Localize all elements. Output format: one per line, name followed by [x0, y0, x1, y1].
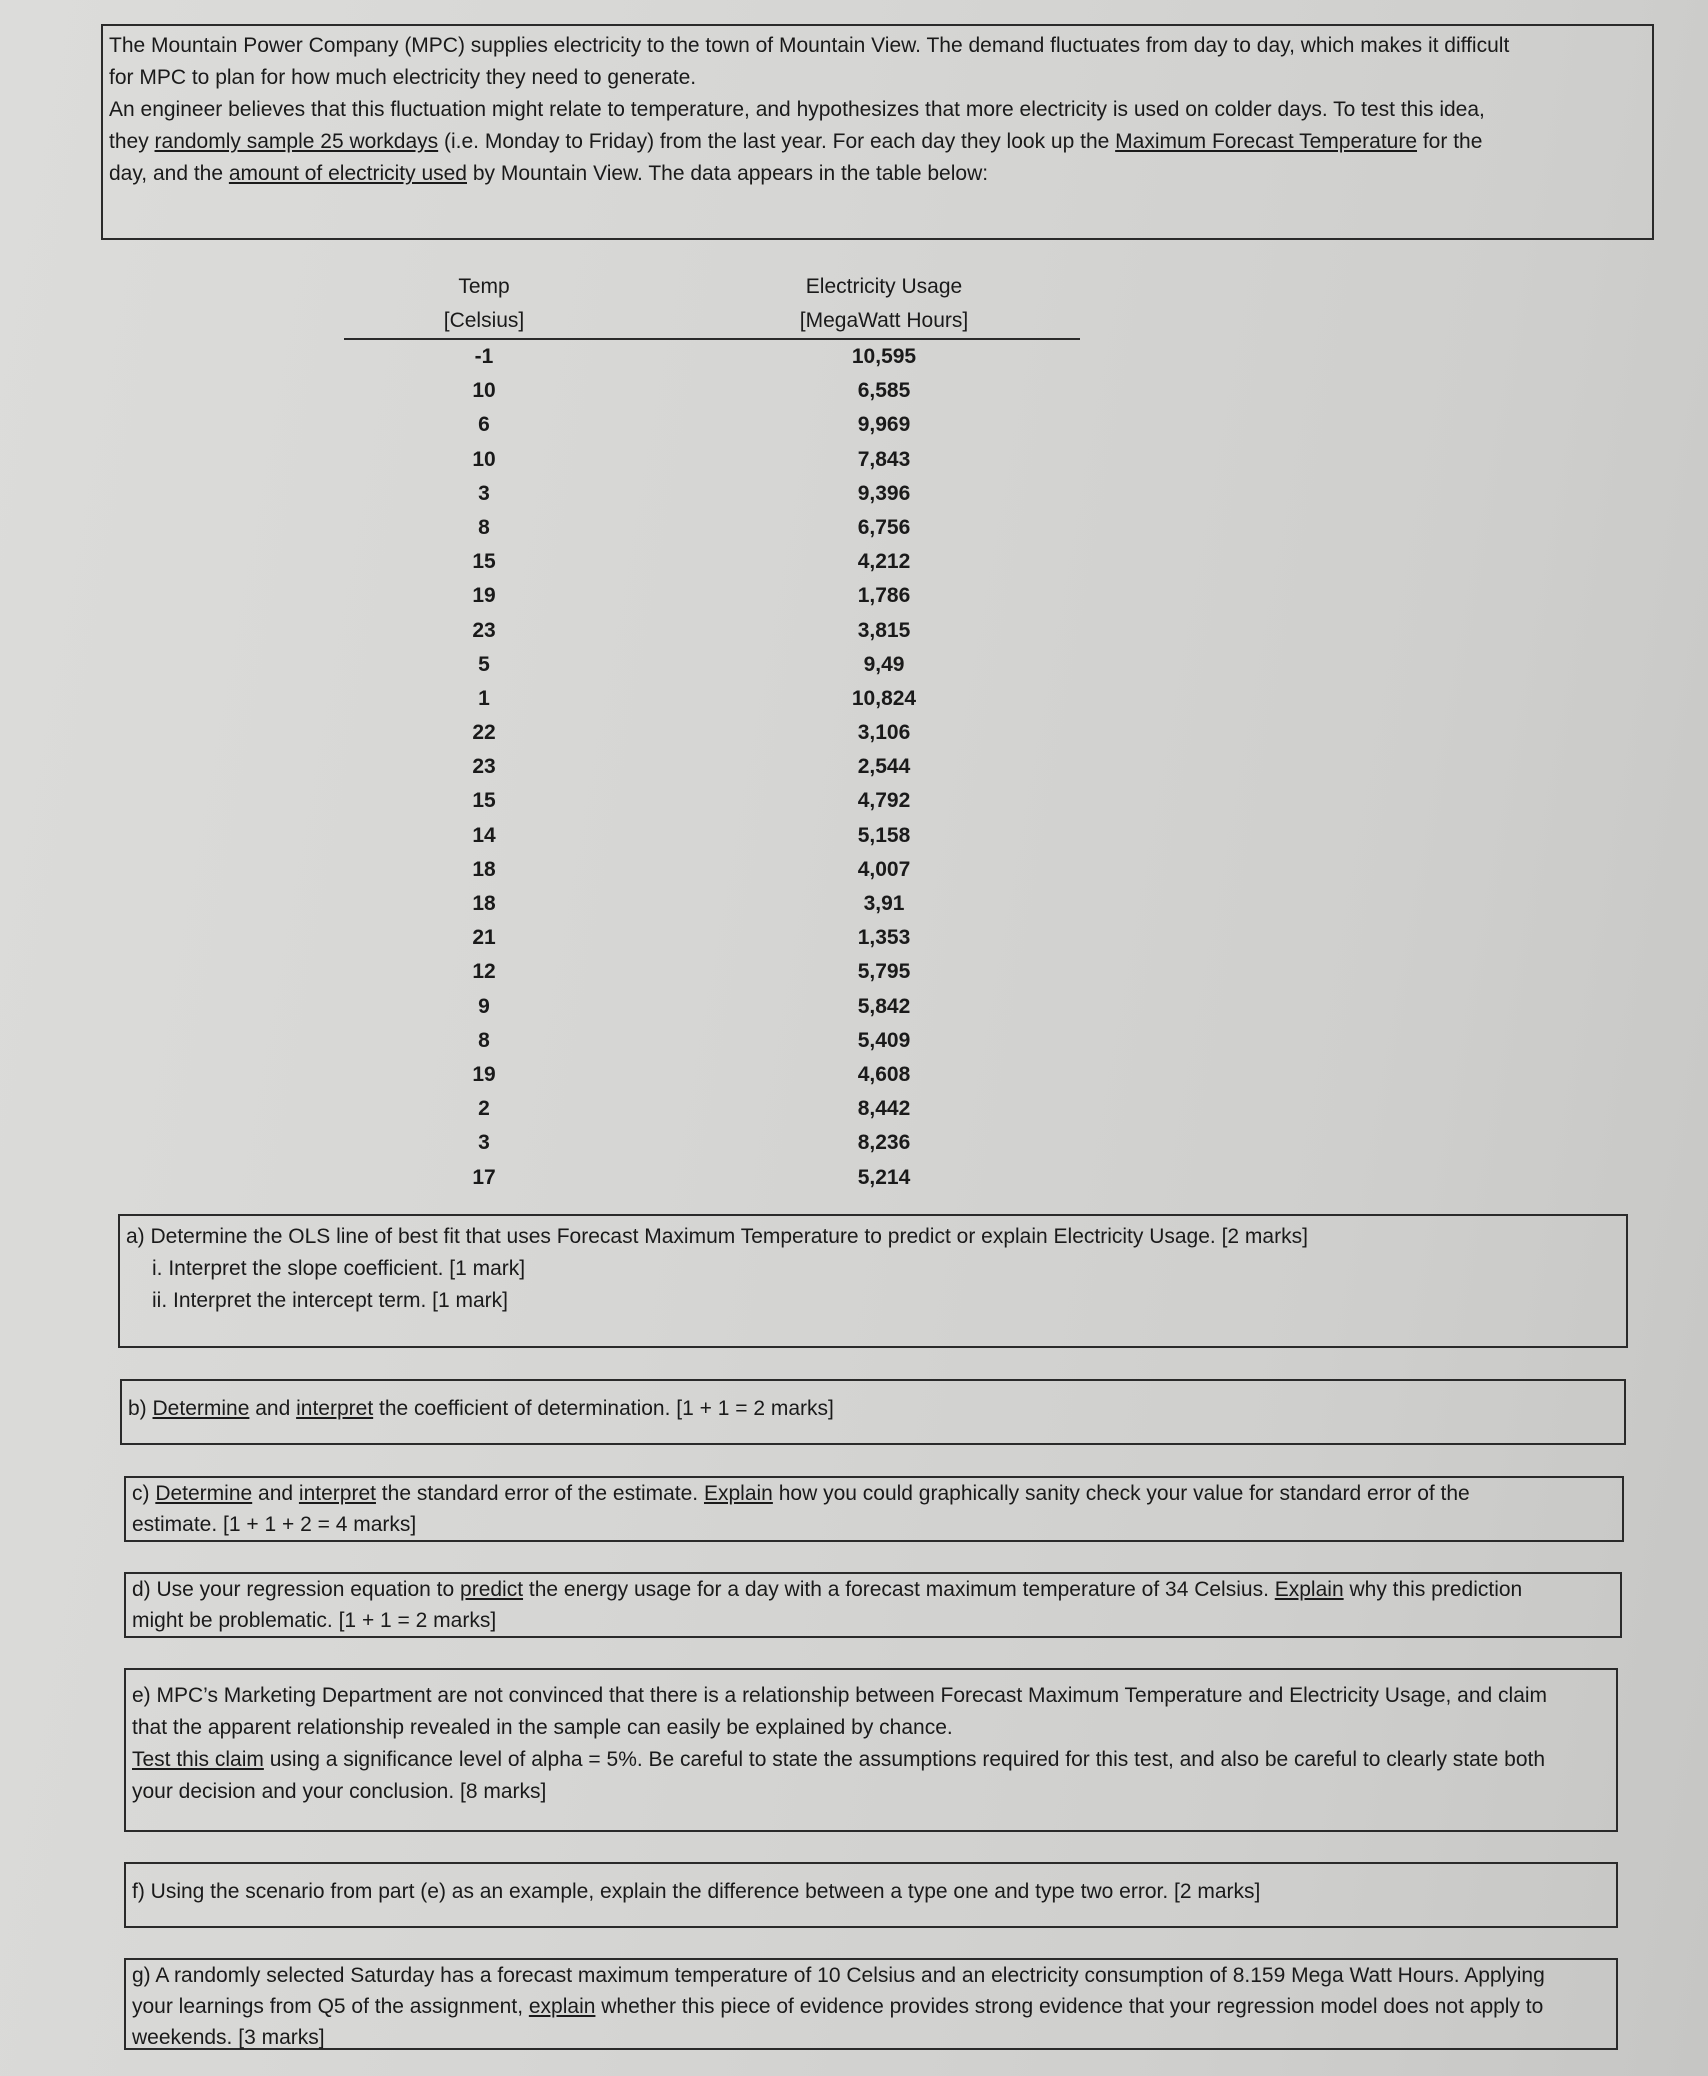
underlined-text: Explain	[1274, 1578, 1344, 1601]
text: b)	[128, 1397, 153, 1420]
electricity-cell: 5,842	[857, 994, 911, 1018]
intro-line: The Mountain Power Company (MPC) supplies electricity to the town of Mountain View. The demand fluctuates from day to day, which makes it difficult	[109, 34, 1510, 57]
temp-column-header	[404, 270, 564, 338]
electricity-cell: 5,214	[857, 1165, 911, 1189]
question-text: your decision and your conclusion. [8 marks]	[132, 1780, 547, 1803]
temp-cell: 8	[478, 1028, 490, 1052]
electricity-cell: 9,969	[857, 413, 911, 437]
temp-cell: 3	[478, 481, 490, 505]
temp-cell: 19	[472, 1062, 496, 1086]
table-row	[344, 955, 1080, 989]
electricity-cell: 5,409	[857, 1028, 911, 1052]
table-row	[344, 853, 1080, 887]
question-text	[128, 1393, 1618, 1425]
temp-cell: 18	[472, 892, 496, 915]
temp-cell: 2	[478, 1097, 490, 1121]
question-text	[132, 1478, 1616, 1509]
text: d) Use your regression equation to	[132, 1578, 461, 1601]
underlined-text: Determine	[152, 1397, 250, 1420]
table-row	[344, 887, 1080, 921]
electricity-cell: 4,792	[857, 789, 911, 813]
underlined-text: explain	[528, 1995, 596, 2018]
underlined-text: interpret	[298, 1482, 376, 1505]
text: using a significance level of alpha = 5%. Be careful to state the assumptions required for this test, and also be careful to clearly state both	[263, 1748, 1546, 1771]
question-text: might be problematic. [1 + 1 = 2 marks]	[132, 1609, 497, 1632]
question-f-box	[124, 1862, 1618, 1928]
header-text: Electricity Usage	[805, 275, 963, 298]
text: whether this piece of evidence provides strong evidence that your regression model does not apply to	[595, 1995, 1544, 2018]
intro-text: day, and the	[109, 162, 229, 185]
table-row	[344, 477, 1080, 511]
intro-text: (i.e. Monday to Friday) from the last year. For each day they look up the	[438, 130, 1116, 153]
electricity-cell: 3,106	[857, 721, 911, 745]
intro-line	[109, 94, 1646, 126]
table-row	[344, 614, 1080, 648]
text: the energy usage for a day with a forecast maximum temperature of 34 Celsius.	[523, 1578, 1275, 1601]
temp-cell: 10	[472, 447, 496, 471]
question-text	[132, 1744, 1610, 1776]
underlined-text: Determine	[155, 1482, 253, 1505]
question-g-box	[124, 1958, 1618, 2050]
electricity-cell: 8,236	[857, 1131, 911, 1155]
temp-cell: 10	[472, 379, 496, 403]
table-row	[344, 819, 1080, 853]
temp-cell: 19	[472, 584, 496, 608]
temp-cell: 8	[478, 515, 490, 539]
table-row	[344, 408, 1080, 442]
electricity-cell: 10,595	[851, 345, 917, 368]
intro-text: they	[109, 130, 155, 153]
intro-line	[109, 126, 1646, 158]
table-row	[344, 374, 1080, 408]
table-row	[344, 1126, 1080, 1160]
table-row	[344, 921, 1080, 955]
electricity-cell: 1,353	[857, 926, 911, 950]
text: and	[249, 1397, 297, 1420]
temp-cell: 23	[472, 618, 496, 642]
electricity-cell: 3,91	[863, 892, 905, 915]
text: your learnings from Q5 of the assignment,	[132, 1995, 529, 2018]
question-d-box	[124, 1572, 1622, 1638]
question-text: that the apparent relationship revealed in the sample can easily be explained by chance.	[132, 1716, 953, 1739]
table-row	[344, 1024, 1080, 1058]
text: c)	[132, 1482, 156, 1505]
temp-cell: 15	[472, 550, 496, 574]
question-text: weekends. [3 marks]	[132, 2026, 325, 2049]
table-row	[344, 545, 1080, 579]
intro-text: for the	[1417, 130, 1483, 153]
table-row	[344, 648, 1080, 682]
temp-cell: 14	[472, 823, 496, 847]
intro-box	[101, 24, 1654, 240]
temp-cell: 5	[478, 652, 490, 676]
underlined-text: interpret	[296, 1397, 374, 1420]
question-text: ii. Interpret the intercept term. [1 mark]	[152, 1289, 508, 1312]
question-text: e) MPC’s Marketing Department are not convinced that there is a relationship between Forecast Maximum Temperature and Electricity Usage, and claim	[132, 1684, 1548, 1707]
question-e-box	[124, 1668, 1618, 1832]
temp-cell: 15	[472, 789, 496, 813]
table-row	[344, 443, 1080, 477]
temp-cell: 9	[478, 994, 490, 1018]
question-text: estimate. [1 + 1 + 2 = 4 marks]	[132, 1513, 417, 1536]
electricity-cell: 6,585	[857, 379, 911, 403]
question-text: f) Using the scenario from part (e) as an example, explain the difference between a type one and type two error. [2 marks]	[132, 1880, 1261, 1903]
electricity-cell: 2,544	[857, 755, 911, 779]
temp-cell: 1	[478, 686, 490, 710]
table-row	[344, 990, 1080, 1024]
electricity-cell: 9,396	[857, 481, 911, 505]
electricity-cell: 4,212	[857, 550, 911, 574]
temp-cell: -1	[474, 345, 494, 368]
text: the standard error of the estimate.	[375, 1482, 704, 1505]
data-table	[344, 270, 1080, 1195]
table-row	[344, 750, 1080, 784]
table-row	[344, 1092, 1080, 1126]
table-row	[344, 1058, 1080, 1092]
table-row	[344, 784, 1080, 818]
table-row	[344, 340, 1080, 374]
underlined-text: Test this claim	[132, 1748, 264, 1771]
question-b-box	[120, 1379, 1626, 1445]
underlined-text: amount of electricity used	[228, 162, 467, 185]
table-row	[344, 1161, 1080, 1195]
underlined-text: Explain	[703, 1482, 773, 1505]
underlined-text: Maximum Forecast Temperature	[1115, 130, 1418, 153]
electricity-cell: 8,442	[857, 1097, 911, 1121]
table-row	[344, 511, 1080, 545]
temp-cell: 23	[472, 755, 496, 779]
temp-cell: 18	[472, 857, 496, 881]
table-row	[344, 716, 1080, 750]
intro-text: An engineer believes that this fluctuation might relate to temperature, and hypothesizes that more electricity is used on colder days. To test this idea,	[109, 98, 1485, 121]
temp-cell: 6	[478, 413, 490, 437]
table-body	[344, 340, 1080, 1195]
question-text: a) Determine the OLS line of best fit that uses Forecast Maximum Temperature to predict or explain Electricity Usage. [2 marks]	[126, 1225, 1308, 1248]
electricity-cell: 6,756	[857, 515, 911, 539]
question-a-box	[118, 1214, 1628, 1348]
header-text: [MegaWatt Hours]	[799, 309, 969, 332]
electricity-cell: 9,49	[863, 652, 905, 676]
electricity-cell: 4,007	[857, 857, 911, 881]
temp-cell: 12	[472, 960, 496, 984]
table-header	[344, 270, 1080, 340]
electricity-cell: 10,824	[851, 686, 917, 710]
electricity-cell: 1,786	[857, 584, 911, 608]
text: why this prediction	[1343, 1578, 1523, 1601]
question-text	[132, 1991, 1610, 2022]
electricity-column-header	[724, 270, 1044, 338]
question-c-box	[124, 1476, 1624, 1542]
temp-cell: 22	[472, 721, 496, 745]
text: how you could graphically sanity check your value for standard error of the	[772, 1482, 1470, 1505]
electricity-cell: 3,815	[857, 618, 911, 642]
intro-line: for MPC to plan for how much electricity they need to generate.	[109, 66, 697, 89]
electricity-cell: 5,795	[857, 960, 911, 984]
header-text: Temp	[458, 275, 510, 298]
electricity-cell: 7,843	[857, 447, 911, 471]
header-text: [Celsius]	[443, 309, 525, 332]
text: the coefficient of determination. [1 + 1 = 2 marks]	[373, 1397, 834, 1420]
table-row	[344, 579, 1080, 613]
text: and	[252, 1482, 299, 1505]
intro-text: by Mountain View. The data appears in the table below:	[467, 162, 989, 185]
question-text	[132, 1574, 1614, 1605]
question-text: i. Interpret the slope coefficient. [1 mark]	[152, 1257, 526, 1280]
temp-cell: 3	[478, 1131, 490, 1155]
table-row	[344, 682, 1080, 716]
underlined-text: randomly sample 25 workdays	[154, 130, 439, 153]
temp-cell: 21	[472, 926, 496, 950]
electricity-cell: 4,608	[857, 1062, 911, 1086]
temp-cell: 17	[472, 1165, 496, 1189]
question-text: g) A randomly selected Saturday has a forecast maximum temperature of 10 Celsius and an electricity consumption of 8.159 Mega Watt Hours. Applying	[132, 1964, 1545, 1987]
underlined-text: predict	[460, 1578, 524, 1601]
electricity-cell: 5,158	[857, 823, 911, 847]
intro-line	[109, 158, 1646, 190]
